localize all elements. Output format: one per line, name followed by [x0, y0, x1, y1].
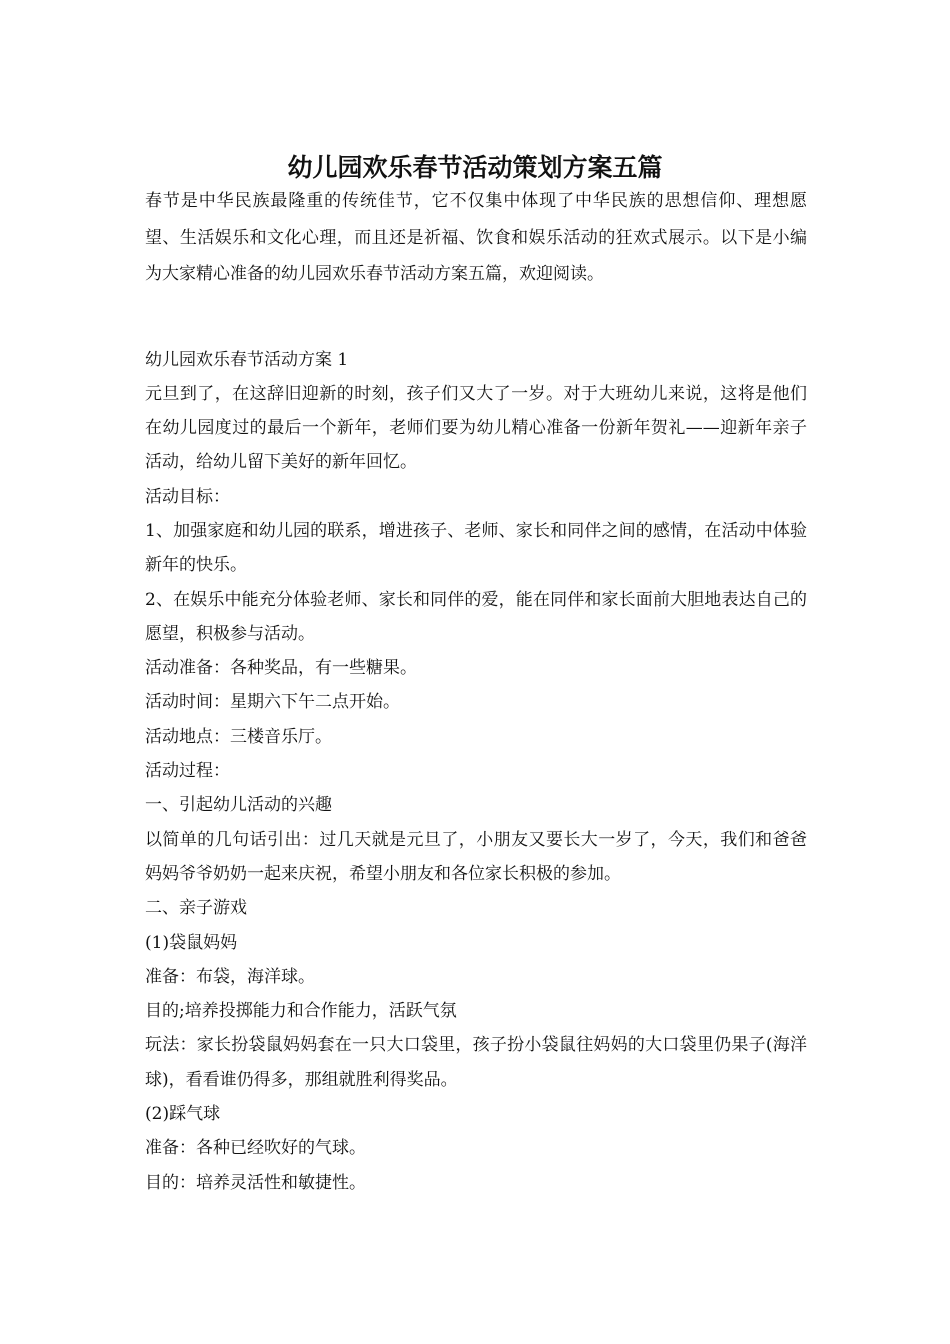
plan-section	[145, 343, 807, 1200]
paragraph: (1)袋鼠妈妈	[145, 932, 238, 953]
document-title: 幼儿园欢乐春节活动策划方案五篇	[287, 152, 663, 182]
paragraph: (2)踩气球	[145, 1104, 221, 1125]
paragraph: 1、加强家庭和幼儿园的联系，增进孩子、老师、家长和同伴之间的感情，在活动中体验新年的快乐。	[145, 520, 807, 576]
paragraph: 准备：各种已经吹好的气球。	[145, 1138, 366, 1159]
paragraph: 2、在娱乐中能充分体验老师、家长和同伴的爱，能在同伴和家长面前大胆地表达自己的愿望，积极参与活动。	[145, 589, 807, 644]
document-body	[145, 183, 807, 1200]
paragraph: 活动目标：	[145, 486, 230, 507]
paragraph: 活动时间：星期六下午二点开始。	[145, 692, 400, 713]
paragraph: 活动过程：	[145, 761, 230, 782]
paragraph: 目的：培养灵活性和敏捷性。	[145, 1172, 366, 1193]
paragraph: 一、引起幼儿活动的兴趣	[145, 795, 332, 816]
paragraph: 元旦到了，在这辞旧迎新的时刻，孩子们又大了一岁。对于大班幼儿来说，这将是他们在幼儿园度过的最后一个新年，老师们要为幼儿精心准备一份新年贺礼——迎新年亲子活动，给幼儿留下美好的新年回忆。	[145, 383, 807, 473]
section-heading: 幼儿园欢乐春节活动方案 1	[145, 349, 349, 370]
paragraph: 玩法：家长扮袋鼠妈妈套在一只大口袋里，孩子扮小袋鼠往妈妈的大口袋里仍果子(海洋球)，看看谁仍得多，那组就胜利得奖品。	[145, 1035, 807, 1090]
paragraph: 活动准备：各种奖品，有一些糖果。	[145, 658, 417, 679]
paragraph: 目的;培养投掷能力和合作能力，活跃气氛	[145, 1001, 457, 1022]
paragraph: 以简单的几句话引出：过几天就是元旦了，小朋友又要长大一岁了，今天，我们和爸爸妈妈爷爷奶奶一起来庆祝，希望小朋友和各位家长积极的参加。	[145, 829, 807, 884]
intro-paragraph: 春节是中华民族最隆重的传统佳节，它不仅集中体现了中华民族的思想信仰、理想愿望、生活娱乐和文化心理，而且还是祈福、饮食和娱乐活动的狂欢式展示。以下是小编为大家精心准备的幼儿园欢乐春节活动方案五篇，欢迎阅读。	[145, 191, 807, 284]
paragraph: 活动地点：三楼音乐厅。	[145, 726, 332, 747]
paragraph-spacer	[145, 293, 807, 343]
paragraph: 准备：布袋，海洋球。	[145, 966, 315, 987]
paragraph: 二、亲子游戏	[145, 898, 247, 919]
